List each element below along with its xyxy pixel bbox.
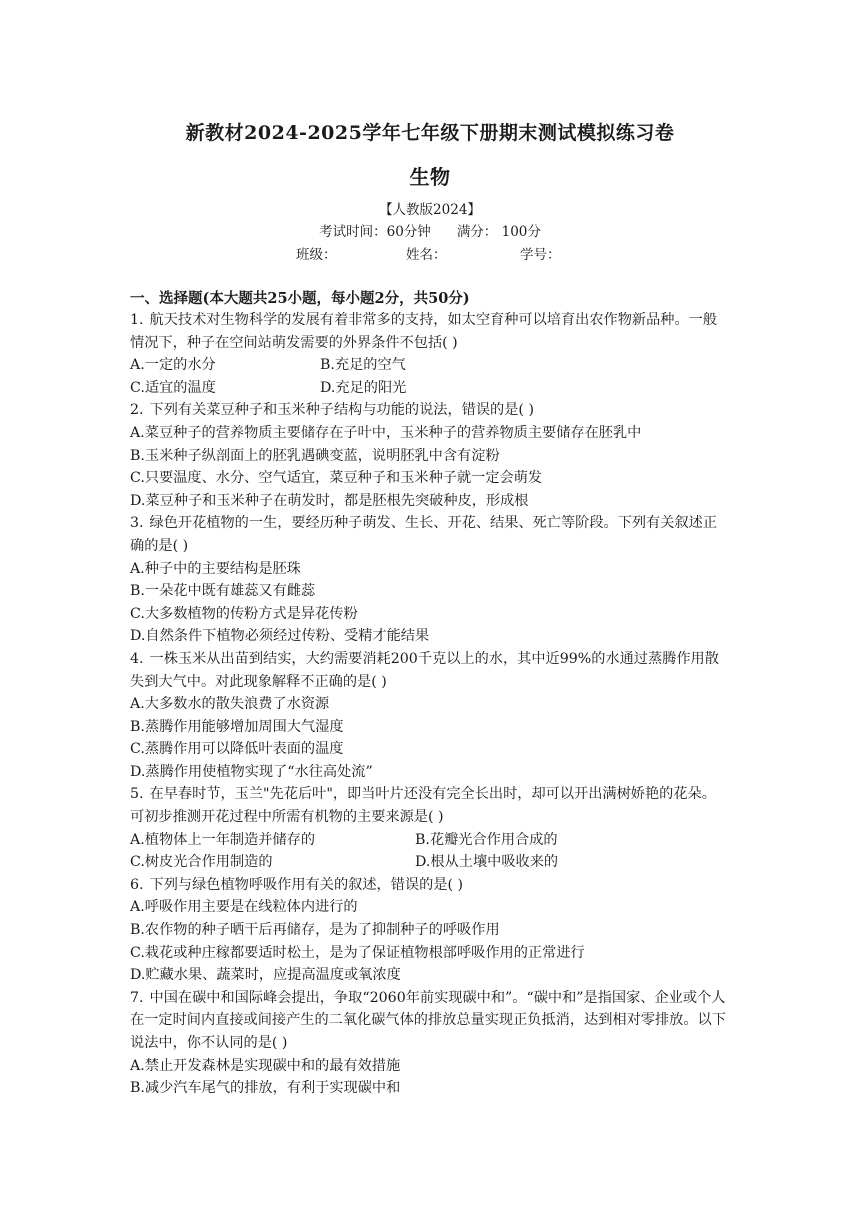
- option: A.一定的水分: [130, 357, 216, 374]
- option: B.减少汽车尾气的排放，有利于实现碳中和: [130, 1080, 401, 1097]
- option: A.大多数水的散失浪费了水资源: [130, 696, 330, 713]
- question: [130, 987, 730, 1100]
- option: A.种子中的主要结构是胚珠: [130, 560, 301, 577]
- option: D.根从土壤中吸收来的: [415, 854, 559, 871]
- question-number: 2.: [130, 402, 144, 419]
- option: D.充足的阳光: [320, 379, 407, 396]
- option: D.贮藏水果、蔬菜时，应提高温度或氧浓度: [130, 967, 401, 984]
- question-number: 5.: [130, 786, 144, 803]
- question-number: 6.: [130, 876, 144, 893]
- option: D.菜豆种子和玉米种子在萌发时，都是胚根先突破种皮，形成根: [130, 492, 529, 509]
- section-heading: 一、选择题(本大题共25小题，每小题2分，共50分): [130, 290, 470, 307]
- option: A.禁止开发森林是实现碳中和的最有效措施: [130, 1057, 401, 1074]
- option: D.蒸腾作用使植物实现了“水往高处流”: [130, 763, 373, 780]
- full-score: 满分： 100分: [456, 224, 541, 240]
- question: [130, 512, 730, 648]
- option: D.自然条件下植物必须经过传粉、受精才能结果: [130, 628, 430, 645]
- option: B.玉米种子纵剖面上的胚乳遇碘变蓝，说明胚乳中含有淀粉: [130, 447, 500, 464]
- question: [130, 648, 730, 784]
- question: [130, 783, 730, 873]
- exam-title: 新教材2024-2025学年七年级下册期末测试模拟练习卷: [185, 122, 675, 144]
- question-stem: 绿色开花植物的一生，要经历种子萌发、生长、开花、结果、死亡等阶段。下列有关叙述正确的是( ): [130, 515, 718, 554]
- option: A.呼吸作用主要是在线粒体内进行的: [130, 899, 358, 916]
- option: B.一朵花中既有雄蕊又有雌蕊: [130, 583, 316, 600]
- option: A.植物体上一年制造并储存的: [130, 831, 316, 848]
- question-stem: 在早春时节，玉兰"先花后叶"，即当叶片还没有完全长出时，却可以开出满树娇艳的花朵。可初步推测开花过程中所需有机物的主要来源是( ): [130, 786, 716, 826]
- option: B.蒸腾作用能够增加周围大气湿度: [130, 718, 344, 735]
- question-stem: 下列与绿色植物呼吸作用有关的叙述，错误的是( ): [149, 876, 464, 893]
- option: C.栽花或种庄稼都要适时松土，是为了保证植物根部呼吸作用的正常进行: [130, 944, 585, 961]
- option: C.适宜的温度: [130, 379, 216, 396]
- question-stem: 航天技术对生物科学的发展有着非常多的支持，如太空育种可以培育出农作物新品种。一般情况下，种子在空间站萌发需要的外界条件不包括( ): [130, 312, 718, 351]
- option: C.大多数植物的传粉方式是异花传粉: [130, 605, 358, 622]
- question-number: 7.: [130, 989, 144, 1006]
- option: B.充足的空气: [320, 357, 406, 374]
- question-stem: 中国在碳中和国际峰会提出，争取“2060年前实现碳中和”。“碳中和”是指国家、企业或个人在一定时间内直接或间接产生的二氧化碳气体的排放总量实现正负抵消，达到相对零排放。以下说法中，你不认同的是( ): [130, 989, 726, 1051]
- question-number: 4.: [130, 650, 144, 667]
- question-stem: 一株玉米从出苗到结实，大约需要消耗200千克以上的水，其中近99%的水通过蒸腾作用散失到大气中。对此现象解释不正确的是( ): [130, 650, 719, 690]
- student-info: [296, 243, 561, 263]
- class-label: 班级：: [296, 247, 337, 263]
- id-label: 学号：: [520, 247, 561, 263]
- edition-label: 【人教版2024】: [379, 202, 481, 218]
- question-number: 1.: [130, 312, 144, 328]
- question: [130, 399, 730, 512]
- option: A.菜豆种子的营养物质主要储存在子叶中，玉米种子的营养物质主要储存在胚乳中: [130, 424, 642, 441]
- option: B.农作物的种子晒干后再储存，是为了抑制种子的呼吸作用: [130, 922, 500, 939]
- name-label: 姓名：: [406, 247, 447, 263]
- question: [130, 309, 730, 399]
- option: C.树皮光合作用制造的: [130, 854, 273, 871]
- option: C.蒸腾作用可以降低叶表面的温度: [130, 741, 344, 758]
- question-list: [130, 309, 730, 1100]
- question-number: 3.: [130, 515, 144, 532]
- question: [130, 874, 730, 987]
- exam-info: [0, 220, 860, 240]
- option: C.只要温度、水分、空气适宜，菜豆种子和玉米种子就一定会萌发: [130, 470, 543, 487]
- question-stem: 下列有关菜豆种子和玉米种子结构与功能的说法，错误的是( ): [149, 402, 535, 419]
- option: B.花瓣光合作用合成的: [415, 831, 558, 848]
- exam-time: 考试时间：60分钟: [319, 224, 431, 240]
- subject-title: 生物: [409, 165, 451, 189]
